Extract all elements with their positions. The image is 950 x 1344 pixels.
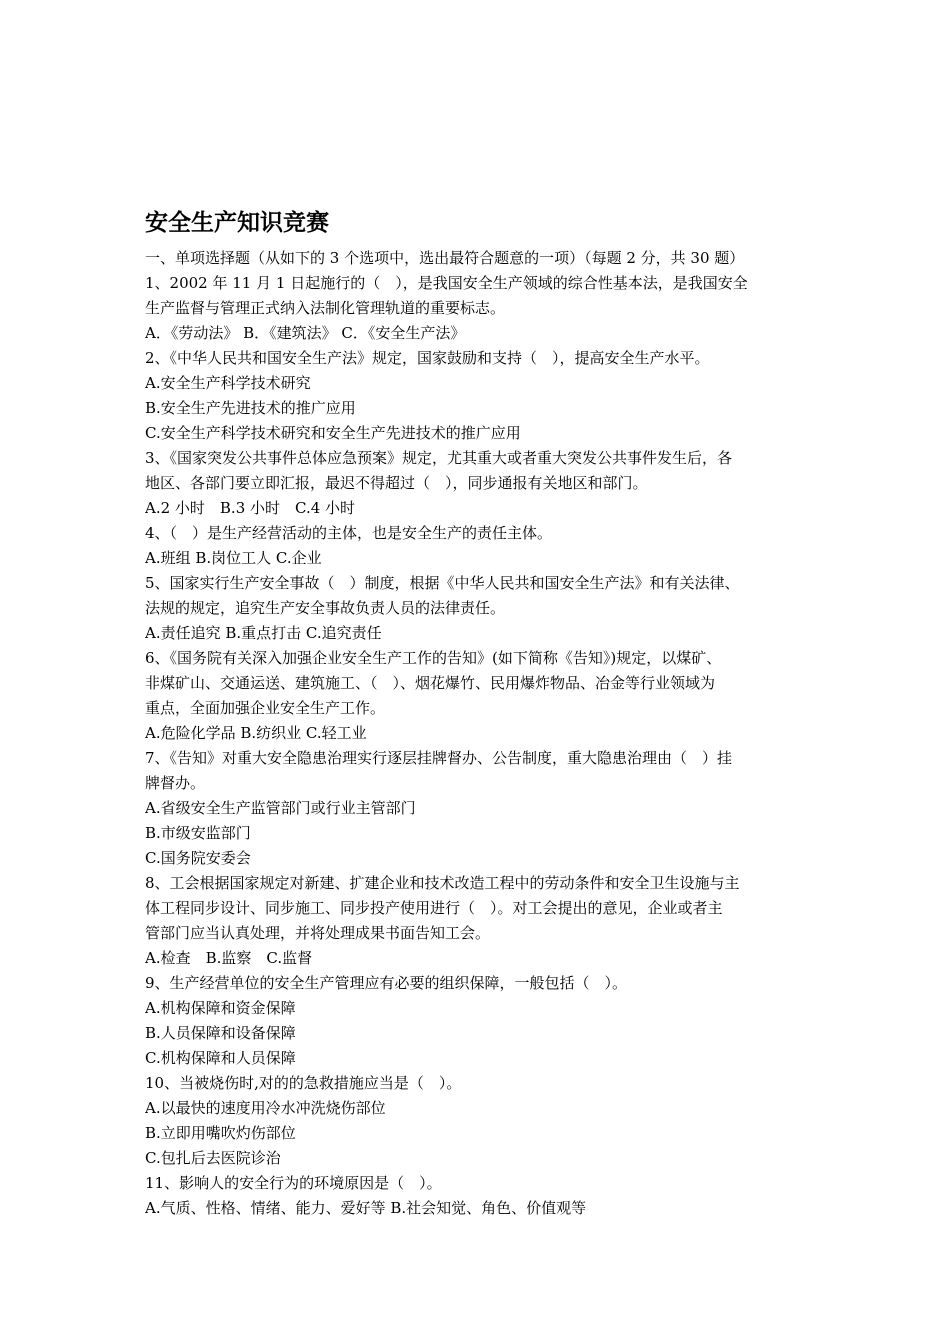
text-line: C.包扎后去医院诊治 [145, 1149, 281, 1167]
text-line: C.机构保障和人员保障 [145, 1049, 296, 1067]
text-line: A.气质、性格、情绪、能力、爱好等 B.社会知觉、角色、价值观等 [145, 1199, 587, 1217]
text-line: 9、生产经营单位的安全生产管理应有必要的组织保障，一般包括（ ）。 [145, 974, 628, 992]
text-line: 地区、各部门要立即汇报，最迟不得超过（ ），同步通报有关地区和部门。 [145, 474, 648, 492]
text-line: A.危险化学品 B.纺织业 C.轻工业 [145, 724, 367, 742]
text-line: 4、（ ）是生产经营活动的主体，也是安全生产的责任主体。 [145, 524, 553, 542]
text-line: A．《劳动法》 B．《建筑法》 C．《安全生产法》 [145, 324, 466, 342]
text-line: 生产监督与管理正式纳入法制化管理轨道的重要标志。 [145, 299, 506, 317]
text-line: A.责任追究 B.重点打击 C.追究责任 [145, 624, 382, 642]
text-line: 法规的规定，追究生产安全事故负责人员的法律责任。 [145, 599, 506, 617]
text-line: A.安全生产科学技术研究 [145, 374, 311, 392]
text-line: A.检查 B.监察 C.监督 [145, 949, 313, 967]
text-line: 11、影响人的安全行为的环境原因是（ ）。 [145, 1174, 442, 1192]
text-line: B.人员保障和设备保障 [145, 1024, 296, 1042]
text-line: 3、《国家突发公共事件总体应急预案》规定，尤其重大或者重大突发公共事件发生后，各 [145, 449, 733, 467]
text-line: A.以最快的速度用冷水冲洗烧伤部位 [145, 1099, 386, 1117]
text-line: 一、单项选择题（从如下的 3 个选项中，选出最符合题意的一项）（每题 2 分，共 30 题） [145, 249, 745, 267]
text-line: 7、《告知》对重大安全隐患治理实行逐层挂牌督办、公告制度，重大隐患治理由（ ）挂 [145, 749, 733, 767]
text-line: 体工程同步设计、同步施工、同步投产使用进行（ ）。对工会提出的意见，企业或者主 [145, 899, 723, 917]
text-line: B.立即用嘴吹灼伤部位 [145, 1124, 296, 1142]
document-title: 安全生产知识竞赛 [145, 210, 329, 236]
text-line: A.省级安全生产监管部门或行业主管部门 [145, 799, 416, 817]
text-line: A.机构保障和资金保障 [145, 999, 296, 1017]
text-line: C.国务院安委会 [145, 849, 251, 867]
document-page [145, 206, 810, 1221]
text-line: A.班组 B.岗位工人 C.企业 [145, 549, 322, 567]
text-line: B.安全生产先进技术的推广应用 [145, 399, 356, 417]
text-line: A.2 小时 B.3 小时 C.4 小时 [145, 499, 356, 517]
text-line: C.安全生产科学技术研究和安全生产先进技术的推广应用 [145, 424, 521, 442]
text-line: 10、当被烧伤时,对的的急救措施应当是（ ）。 [145, 1074, 462, 1092]
text-line: 1、2002 年 11 月 1 日起施行的（ ），是我国安全生产领域的综合性基本法，是我国安全 [145, 274, 748, 292]
text-line: 管部门应当认真处理，并将处理成果书面告知工会。 [145, 924, 491, 942]
text-line: 8、工会根据国家规定对新建、扩建企业和技术改造工程中的劳动条件和安全卫生设施与主 [145, 874, 740, 892]
text-line: 2、《中华人民共和国安全生产法》规定，国家鼓励和支持（ ），提高安全生产水平。 [145, 349, 710, 367]
text-line: 6、《国务院有关深入加强企业安全生产工作的告知》(如下简称《告知》)规定，以煤矿、 [145, 649, 722, 667]
text-line: 重点，全面加强企业安全生产工作。 [145, 699, 386, 717]
text-line: 非煤矿山、交通运送、建筑施工、（ ）、烟花爆竹、民用爆炸物品、冶金等行业领域为 [145, 674, 716, 692]
text-line: 5、国家实行生产安全事故（ ）制度，根据《中华人民共和国安全生产法》和有关法律、 [145, 574, 740, 592]
text-line: 牌督办。 [145, 774, 206, 792]
document-body [145, 246, 810, 1221]
text-line: B.市级安监部门 [145, 824, 251, 842]
